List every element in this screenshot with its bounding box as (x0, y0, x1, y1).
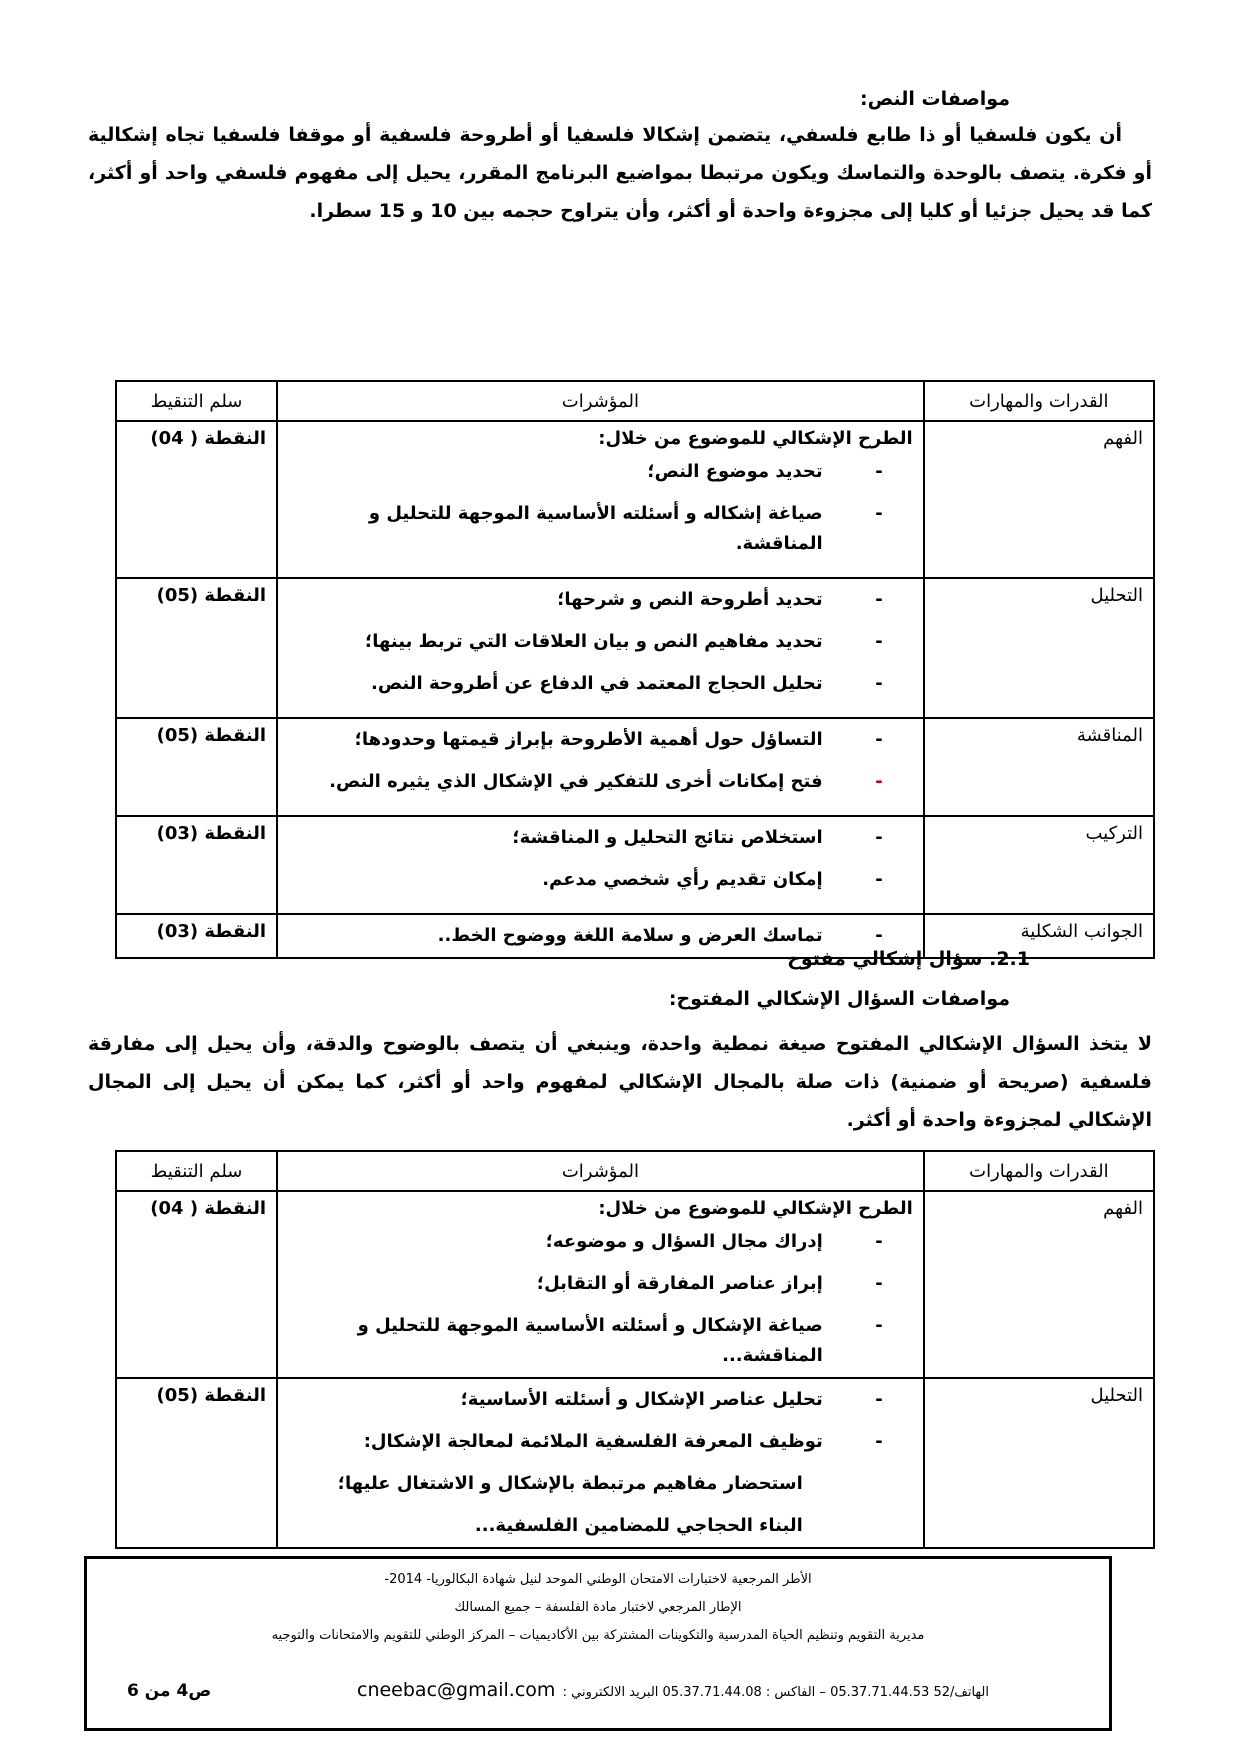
grade-cell: النقطة ( 04) (116, 421, 277, 578)
grading-table-question (115, 1150, 1155, 1549)
grade-cell: النقطة (03) (116, 914, 277, 958)
grading-table-text (115, 380, 1155, 959)
table-row (116, 578, 1154, 718)
header-skills: القدرات والمهارات (924, 1151, 1154, 1191)
indicators-cell (277, 718, 924, 816)
footer (84, 1556, 1112, 1731)
skill-cell: الفهم (924, 1191, 1154, 1378)
header-grading: سلم التنقيط (116, 381, 277, 421)
table-row (116, 421, 1154, 578)
indicator-item: - إبراز عناصر المفارقة أو التقابل؛ (536, 1273, 883, 1294)
indicators-cell (277, 421, 924, 578)
indicator-item: - تحديد موضوع النص؛ (647, 461, 883, 482)
indicator-item: - صياغة الإشكال و أسئلته الأساسية الموجهة للتحليل و المناقشة... (357, 1315, 883, 1366)
footer-line1: الأطر المرجعية لاختبارات الامتحان الوطني الموحد لنيل شهادة البكالوريا- 2014- (384, 1572, 812, 1587)
section1-paragraph: أن يكون فلسفيا أو ذا طابع فلسفي، يتضمن إشكالا فلسفيا أو أطروحة فلسفية أو موقفا فلسفيا تجاه إشكالية أو فكرة. يتصف بالوحدة والتماسك ويكون مرتبطا بمواضيع البرنامج المقرر، يحيل إلى مفهوم فلسفي واحد أو أكثر، كما قد يحيل جزئيا أو كليا إلى مجزوءة واحدة أو أكثر، وأن يتراوح حجمه بين 10 و 15 سطرا. (88, 124, 1152, 222)
table-row (116, 1378, 1154, 1548)
indicator-item: - تماسك العرض و سلامة اللغة ووضوح الخط.. (437, 925, 883, 946)
indicator-intro: الطرح الإشكالي للموضوع من خلال: (598, 1198, 913, 1219)
table-header-row (116, 381, 1154, 421)
skill-cell: الفهم (924, 421, 1154, 578)
indicator-item: - صياغة إشكاله و أسئلته الأساسية الموجهة للتحليل و المناقشة. (368, 503, 883, 554)
table-header-row (116, 1151, 1154, 1191)
indicators-cell (277, 1378, 924, 1548)
skill-cell: التحليل (924, 1378, 1154, 1548)
table-row (116, 1191, 1154, 1378)
indicator-item: - التساؤل حول أهمية الأطروحة بإبراز قيمتها وحدودها؛ (354, 729, 883, 750)
footer-line2: الإطار المرجعي لاختبار مادة الفلسفة – جميع المسالك (454, 1600, 742, 1615)
indicator-item: - تحليل الحجاج المعتمد في الدفاع عن أطروحة النص. (371, 673, 883, 694)
indicator-item: - إدراك مجال السؤال و موضوعه؛ (545, 1231, 883, 1252)
indicator-item: - تحديد مفاهيم النص و بيان العلاقات التي تربط بينها؛ (365, 631, 883, 652)
header-grading: سلم التنقيط (116, 1151, 277, 1191)
indicator-item: - تحديد أطروحة النص و شرحها؛ (557, 589, 883, 610)
table-row (116, 718, 1154, 816)
grade-cell: النقطة (03) (116, 816, 277, 914)
header-indicators: المؤشرات (277, 381, 924, 421)
indicator-item: - إمكان تقديم رأي شخصي مدعم. (542, 869, 883, 890)
footer-contact-row (87, 1679, 1109, 1709)
indicator-item: - تحليل عناصر الإشكال و أسئلته الأساسية؛ (460, 1389, 883, 1410)
section2-paragraph: لا يتخذ السؤال الإشكالي المفتوح صيغة نمطية واحدة، وينبغي أن يتصف بالوضوح والدقة، وأن يحيل إلى مفارقة فلسفية (صريحة أو ضمنية) ذات صلة بالمجال الإشكالي لمفهوم واحد أو أكثر، كما يمكن أن يحيل إلى المجال الإشكالي لمجزوءة واحدة أو أكثر. (88, 1033, 1152, 1131)
header-skills: القدرات والمهارات (924, 381, 1154, 421)
section2-title: 2.1. سؤال إشكالي مفتوح (787, 948, 1030, 970)
indicator-item: - توظيف المعرفة الفلسفية الملائمة لمعالجة الإشكال: (363, 1431, 883, 1452)
skill-cell: المناقشة (924, 718, 1154, 816)
indicators-cell (277, 1191, 924, 1378)
grade-cell: النقطة (05) (116, 578, 277, 718)
indicator-item: - فتح إمكانات أخرى للتفكير في الإشكال الذي يثيره النص. (329, 771, 883, 792)
indicators-cell (277, 578, 924, 718)
grade-cell: النقطة (05) (116, 718, 277, 816)
indicator-item: - استخلاص نتائج التحليل و المناقشة؛ (512, 827, 883, 848)
skill-cell: التحليل (924, 578, 1154, 718)
grade-cell: النقطة (05) (116, 1378, 277, 1548)
header-indicators: المؤشرات (277, 1151, 924, 1191)
indicator-subitem: استحضار مفاهيم مرتبطة بالإشكال و الاشتغال عليها؛ (337, 1473, 803, 1494)
table-row (116, 816, 1154, 914)
section1-heading: مواصفات النص: (860, 88, 1010, 110)
indicator-intro: الطرح الإشكالي للموضوع من خلال: (598, 428, 913, 449)
skill-cell: الجوانب الشكلية (924, 914, 1154, 958)
footer-contact: الهاتف/52 05.37.71.44.53 – الفاكس : 05.37.71.44.08 البريد الالكتروني : (562, 1685, 989, 1700)
section2-heading: مواصفات السؤال الإشكالي المفتوح: (668, 988, 1010, 1010)
indicator-subitem: البناء الحجاجي للمضامين الفلسفية... (474, 1515, 803, 1536)
page-number: ص4 من 6 (127, 1681, 212, 1701)
footer-email[interactable]: cneebac@gmail.com (357, 1679, 556, 1701)
footer-line3: مديرية التقويم وتنظيم الحياة المدرسية والتكوينات المشتركة بين الأكاديميات – المركز الوطني للتقويم والامتحانات والتوجيه (271, 1628, 925, 1643)
skill-cell: التركيب (924, 816, 1154, 914)
grade-cell: النقطة ( 04) (116, 1191, 277, 1378)
indicators-cell (277, 816, 924, 914)
